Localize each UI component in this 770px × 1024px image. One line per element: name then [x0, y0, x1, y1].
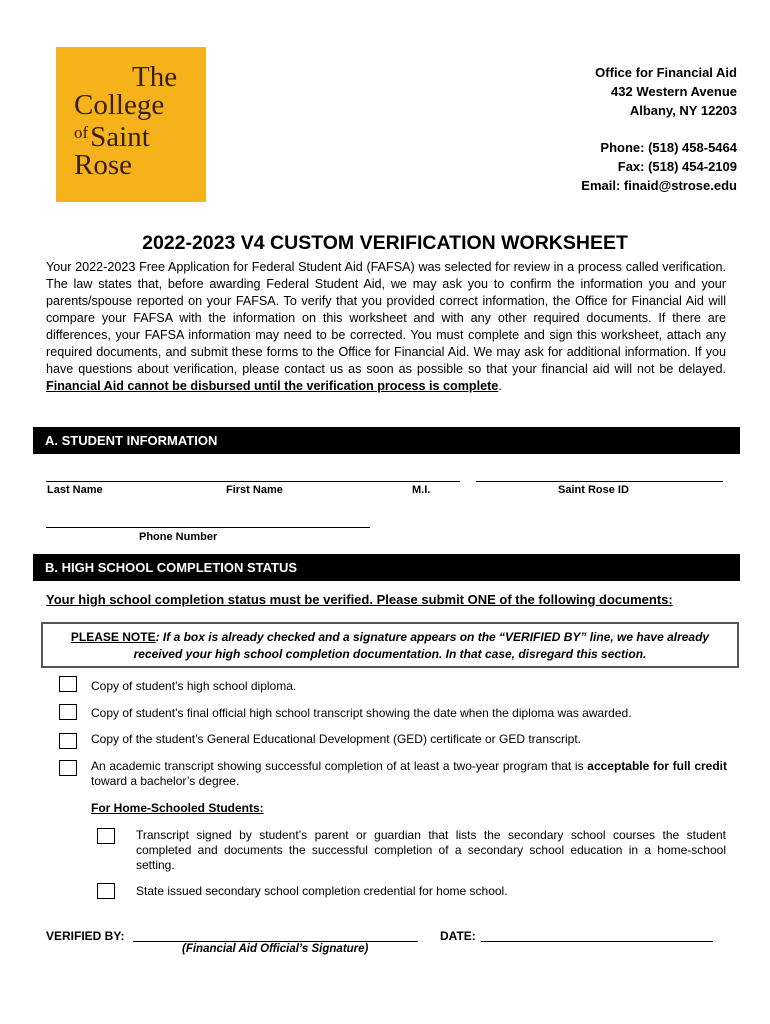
note-label: PLEASE NOTE — [70, 630, 156, 644]
note-line-2: received your high school completion documentation. In that case, disregard this section. — [133, 647, 647, 661]
logo-line-1: The — [132, 61, 178, 93]
office-name: Office for Financial Aid — [595, 65, 737, 80]
home-transcript-checkbox[interactable] — [97, 828, 115, 844]
phone-input-line[interactable] — [46, 527, 370, 528]
intro-paragraph — [46, 259, 726, 395]
opt4-text-a: An academic transcript showing successful completion of at least a two-year program that is — [91, 759, 584, 773]
verified-by-label: VERIFIED BY: — [46, 929, 125, 943]
ged-checkbox[interactable] — [59, 733, 77, 749]
ged-option-label: Copy of the student’s General Educational Development (GED) certificate or GED transcript. — [91, 732, 582, 746]
date-line[interactable] — [481, 941, 713, 942]
office-city: Albany, NY 12203 — [629, 103, 737, 118]
note-line-1: : If a box is already checked and a signature appears on the “VERIFIED BY” line, we have already — [155, 630, 710, 644]
diploma-checkbox[interactable] — [59, 676, 77, 692]
section-a-header: A. STUDENT INFORMATION — [33, 427, 740, 454]
office-fax: Fax: (518) 454-2109 — [617, 159, 737, 174]
section-b-header: B. HIGH SCHOOL COMPLETION STATUS — [33, 554, 740, 581]
hs-completion-heading: Your high school completion status must be verified. Please submit ONE of the following documents: — [46, 592, 673, 607]
home-transcript-option-label: Transcript signed by student’s parent or guardian that lists the secondary school courses the student completed and documents the successful completion of a secondary school education in a home-school setting. — [136, 828, 726, 872]
logo-line-4: Rose — [74, 149, 132, 181]
academic-transcript-option-label — [91, 759, 727, 789]
name-input-line[interactable] — [46, 481, 460, 482]
logo-line-3: Saint — [90, 121, 150, 153]
academic-transcript-checkbox[interactable] — [59, 760, 77, 776]
please-note-box — [41, 622, 739, 668]
home-credential-checkbox[interactable] — [97, 883, 115, 899]
verified-by-signature-line[interactable] — [133, 941, 418, 942]
mi-label: M.I. — [412, 484, 431, 496]
signature-caption: (Financial Aid Official’s Signature) — [182, 943, 369, 955]
intro-body: Your 2022-2023 Free Application for Federal Student Aid (FAFSA) was selected for review in a process called verification. The law states that, before awarding Federal Student Aid, we may ask you to confirm the information you and your parents/spouse reported on your FAFSA. To verify that you provided correct information, the Office for Financial Aid will compare your FAFSA with the information on this worksheet and with any other required documents. If there are differences, your FAFSA information may need to be corrected. You must complete and sign this worksheet, attach any required documents, and submit these forms to the Office for Financial Aid. We may ask for additional information. If you have questions about verification, please contact us as soon as possible so that your financial aid will not be delayed. — [46, 260, 726, 376]
home-school-heading: For Home-Schooled Students: — [91, 801, 264, 815]
page-title: 2022-2023 V4 CUSTOM VERIFICATION WORKSHEET — [142, 232, 628, 254]
opt4-text-c: toward a bachelor’s degree. — [91, 774, 240, 788]
logo-of: of — [74, 123, 89, 142]
opt4-text-b: acceptable for full credit — [587, 759, 727, 773]
diploma-option-label: Copy of student’s high school diploma. — [91, 679, 297, 693]
office-phone: Phone: (518) 458-5464 — [600, 140, 737, 155]
logo-line-2: College — [74, 89, 165, 121]
contact-block — [581, 63, 737, 195]
intro-emphasis: Financial Aid cannot be disbursed until the verification process is complete — [46, 379, 499, 393]
transcript-checkbox[interactable] — [59, 704, 77, 720]
phone-number-label: Phone Number — [139, 531, 218, 543]
transcript-option-label: Copy of student’s final official high school transcript showing the date when the diploma was awarded. — [91, 706, 632, 720]
college-logo — [56, 47, 206, 202]
intro-end: . — [498, 379, 502, 393]
home-credential-option-label: State issued secondary school completion credential for home school. — [136, 884, 508, 898]
date-label: DATE: — [440, 929, 476, 943]
office-street: 432 Western Avenue — [611, 84, 737, 99]
first-name-label: First Name — [226, 484, 283, 496]
last-name-label: Last Name — [47, 484, 103, 496]
saint-rose-id-label: Saint Rose ID — [558, 484, 629, 496]
office-email: Email: finaid@strose.edu — [581, 178, 737, 193]
id-input-line[interactable] — [476, 481, 723, 482]
